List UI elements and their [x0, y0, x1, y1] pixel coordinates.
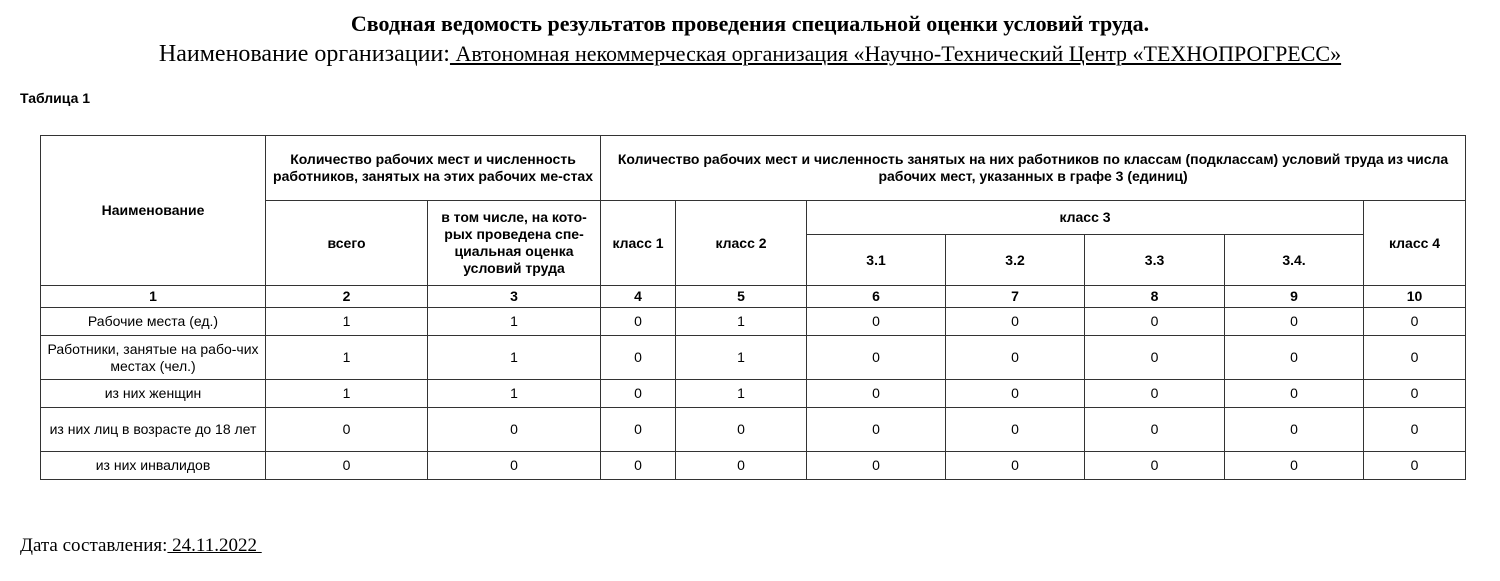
table-row-workplaces [41, 308, 1466, 336]
cell-value: 0 [601, 380, 676, 408]
column-number: 4 [601, 286, 676, 308]
cell-value: 0 [266, 408, 428, 452]
column-number: 8 [1085, 286, 1225, 308]
header-class3: класс 3 [807, 201, 1364, 235]
cell-value: 0 [1364, 452, 1466, 480]
header-class1: класс 1 [601, 201, 676, 286]
header-workplaces-group: Количество рабочих мест и численность работников, занятых на этих рабочих ме-стах [266, 136, 601, 201]
cell-value: 0 [1085, 408, 1225, 452]
date-value: 24.11.2022 [167, 535, 262, 556]
cell-value: 0 [676, 452, 807, 480]
cell-value: 0 [807, 408, 946, 452]
cell-value: 0 [1085, 308, 1225, 336]
cell-value: 0 [1085, 380, 1225, 408]
cell-value: 0 [1364, 336, 1466, 380]
column-number-row [41, 286, 1466, 308]
compilation-date-line [20, 535, 262, 557]
cell-value: 0 [1364, 408, 1466, 452]
cell-value: 0 [601, 452, 676, 480]
header-class3-2: 3.2 [946, 235, 1085, 286]
cell-value: 1 [676, 380, 807, 408]
header-class2: класс 2 [676, 201, 807, 286]
row-name: из них женщин [41, 380, 266, 408]
table-row-disabled [41, 452, 1466, 480]
cell-value: 0 [676, 408, 807, 452]
cell-value: 0 [807, 452, 946, 480]
cell-value: 0 [1085, 336, 1225, 380]
column-number: 6 [807, 286, 946, 308]
cell-value: 0 [1225, 452, 1364, 480]
table-row-women [41, 380, 1466, 408]
header-name: Наименование [41, 136, 266, 286]
column-number: 10 [1364, 286, 1466, 308]
header-class3-3: 3.3 [1085, 235, 1225, 286]
cell-value: 0 [946, 408, 1085, 452]
cell-value: 1 [266, 336, 428, 380]
header-assessed: в том числе, на кото-рых проведена спе-циальная оценка условий труда [428, 201, 601, 286]
cell-value: 1 [266, 380, 428, 408]
cell-value: 0 [428, 408, 601, 452]
cell-value: 0 [1364, 308, 1466, 336]
cell-value: 1 [676, 308, 807, 336]
organization-value: Автономная некоммерческая организация «Научно-Технический Центр «ТЕХНОПРОГРЕСС» [449, 41, 1342, 66]
column-number: 7 [946, 286, 1085, 308]
row-name: из них инвалидов [41, 452, 266, 480]
header-total: всего [266, 201, 428, 286]
cell-value: 0 [946, 336, 1085, 380]
cell-value: 0 [807, 336, 946, 380]
cell-value: 0 [946, 308, 1085, 336]
document-title: Сводная ведомость результатов проведения специальной оценки условий труда. [350, 11, 1150, 36]
cell-value: 0 [1225, 336, 1364, 380]
cell-value: 1 [676, 336, 807, 380]
cell-value: 0 [266, 452, 428, 480]
header-class3-1: 3.1 [807, 235, 946, 286]
cell-value: 0 [1225, 408, 1364, 452]
row-name: из них лиц в возрасте до 18 лет [41, 408, 266, 452]
header-class3-4: 3.4. [1225, 235, 1364, 286]
table-row-workers [41, 336, 1466, 380]
cell-value: 1 [428, 336, 601, 380]
cell-value: 0 [807, 380, 946, 408]
header-class4: класс 4 [1364, 201, 1466, 286]
date-label: Дата составления: [20, 535, 168, 556]
cell-value: 0 [601, 336, 676, 380]
cell-value: 1 [266, 308, 428, 336]
column-number: 5 [676, 286, 807, 308]
table-row-minors [41, 408, 1466, 452]
cell-value: 0 [1085, 452, 1225, 480]
row-name: Рабочие места (ед.) [41, 308, 266, 336]
column-number: 3 [428, 286, 601, 308]
cell-value: 1 [428, 308, 601, 336]
cell-value: 0 [1225, 308, 1364, 336]
cell-value: 0 [1225, 380, 1364, 408]
cell-value: 0 [428, 452, 601, 480]
cell-value: 0 [946, 380, 1085, 408]
cell-value: 1 [428, 380, 601, 408]
cell-value: 0 [601, 408, 676, 452]
cell-value: 0 [1364, 380, 1466, 408]
column-number: 1 [41, 286, 266, 308]
table-label: Таблица 1 [20, 90, 91, 106]
organization-label: Наименование организации: [158, 41, 450, 67]
cell-value: 0 [807, 308, 946, 336]
row-name: Работники, занятые на рабо-чих местах (чел.) [41, 336, 266, 380]
column-number: 9 [1225, 286, 1364, 308]
column-number: 2 [266, 286, 428, 308]
cell-value: 0 [601, 308, 676, 336]
cell-value: 0 [946, 452, 1085, 480]
summary-table [40, 135, 1466, 480]
header-classes-group: Количество рабочих мест и численность занятых на них работников по классам (подклассам) условий труда из числа рабочих мест, указанных в графе 3 (единиц) [601, 136, 1466, 201]
organization-line [0, 40, 1500, 68]
